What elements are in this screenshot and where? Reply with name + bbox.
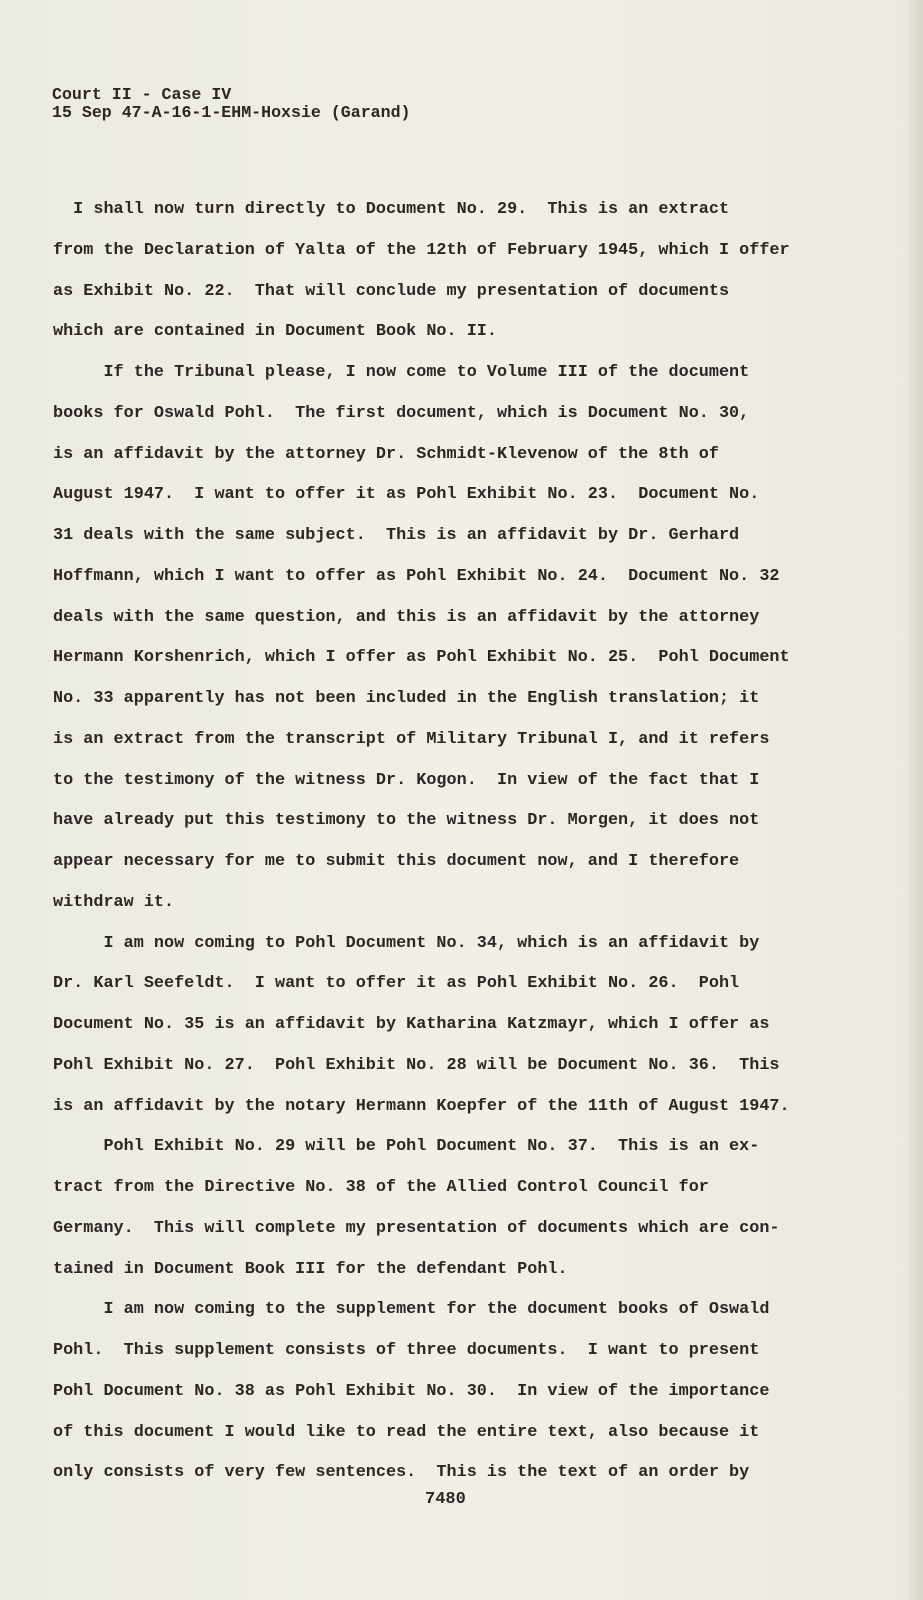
text-line: Pohl Document No. 38 as Pohl Exhibit No. 30. In view of the importance [53, 1381, 770, 1401]
text-line: Hermann Korshenrich, which I offer as Pohl Exhibit No. 25. Pohl Document [53, 648, 790, 668]
text-line: Pohl Exhibit No. 27. Pohl Exhibit No. 28 will be Document No. 36. This [53, 1055, 780, 1075]
text-line: tained in Document Book III for the defendant Pohl. [53, 1259, 568, 1279]
page-number: 7480 [425, 1490, 466, 1509]
text-line: from the Declaration of Yalta of the 12th of February 1945, which I offer [53, 240, 790, 260]
text-line: have already put this testimony to the witness Dr. Morgen, it does not [53, 811, 760, 831]
header-session-line: 15 Sep 47-A-16-1-EHM-Hoxsie (Garand) [52, 103, 411, 122]
header-court-case: Court II - Case IV [52, 85, 232, 104]
transcript-body [53, 199, 873, 1503]
text-line: of this document I would like to read the entire text, also because it [53, 1422, 760, 1442]
text-line: Pohl. This supplement consists of three documents. I want to present [53, 1341, 760, 1360]
text-line: I am now coming to the supplement for the document books of Oswald [53, 1300, 770, 1320]
text-line: Pohl Exhibit No. 29 will be Pohl Document No. 37. This is an ex- [53, 1137, 760, 1157]
text-line: which are contained in Document Book No. II. [53, 322, 497, 342]
text-line: to the testimony of the witness Dr. Kogon. In view of the fact that I [53, 770, 760, 790]
text-line: Dr. Karl Seefeldt. I want to offer it as Pohl Exhibit No. 26. Pohl [53, 974, 740, 994]
text-line: is an affidavit by the notary Hermann Koepfer of the 11th of August 1947. [53, 1096, 790, 1116]
text-line: Document No. 35 is an affidavit by Katharina Katzmayr, which I offer as [53, 1015, 770, 1034]
text-line: only consists of very few sentences. This is the text of an order by [53, 1463, 750, 1483]
page-edge [909, 0, 923, 1600]
text-line: withdraw it. [53, 892, 175, 912]
text-line: is an extract from the transcript of Military Tribunal I, and it refers [53, 729, 770, 749]
text-line: Hoffmann, which I want to offer as Pohl Exhibit No. 24. Document No. 32 [53, 566, 780, 586]
text-line: Germany. This will complete my presentation of documents which are con- [53, 1218, 780, 1238]
text-line: No. 33 apparently has not been included in the English translation; it [53, 689, 760, 708]
text-line: 31 deals with the same subject. This is an affidavit by Dr. Gerhard [53, 526, 740, 545]
text-line: is an affidavit by the attorney Dr. Schmidt-Klevenow of the 8th of [53, 444, 719, 464]
text-line: deals with the same question, and this is an affidavit by the attorney [53, 607, 760, 627]
text-line: August 1947. I want to offer it as Pohl Exhibit No. 23. Document No. [53, 485, 760, 505]
text-line: as Exhibit No. 22. That will conclude my presentation of documents [53, 281, 730, 301]
text-line: appear necessary for me to submit this document now, and I therefore [53, 852, 740, 871]
text-line: books for Oswald Pohl. The first document, which is Document No. 30, [53, 403, 750, 423]
text-line: If the Tribunal please, I now come to Volume III of the document [53, 363, 750, 382]
text-line: I shall now turn directly to Document No. 29. This is an extract [53, 200, 730, 219]
text-line: tract from the Directive No. 38 of the Allied Control Council for [53, 1178, 709, 1197]
text-line: I am now coming to Pohl Document No. 34, which is an affidavit by [53, 933, 760, 953]
